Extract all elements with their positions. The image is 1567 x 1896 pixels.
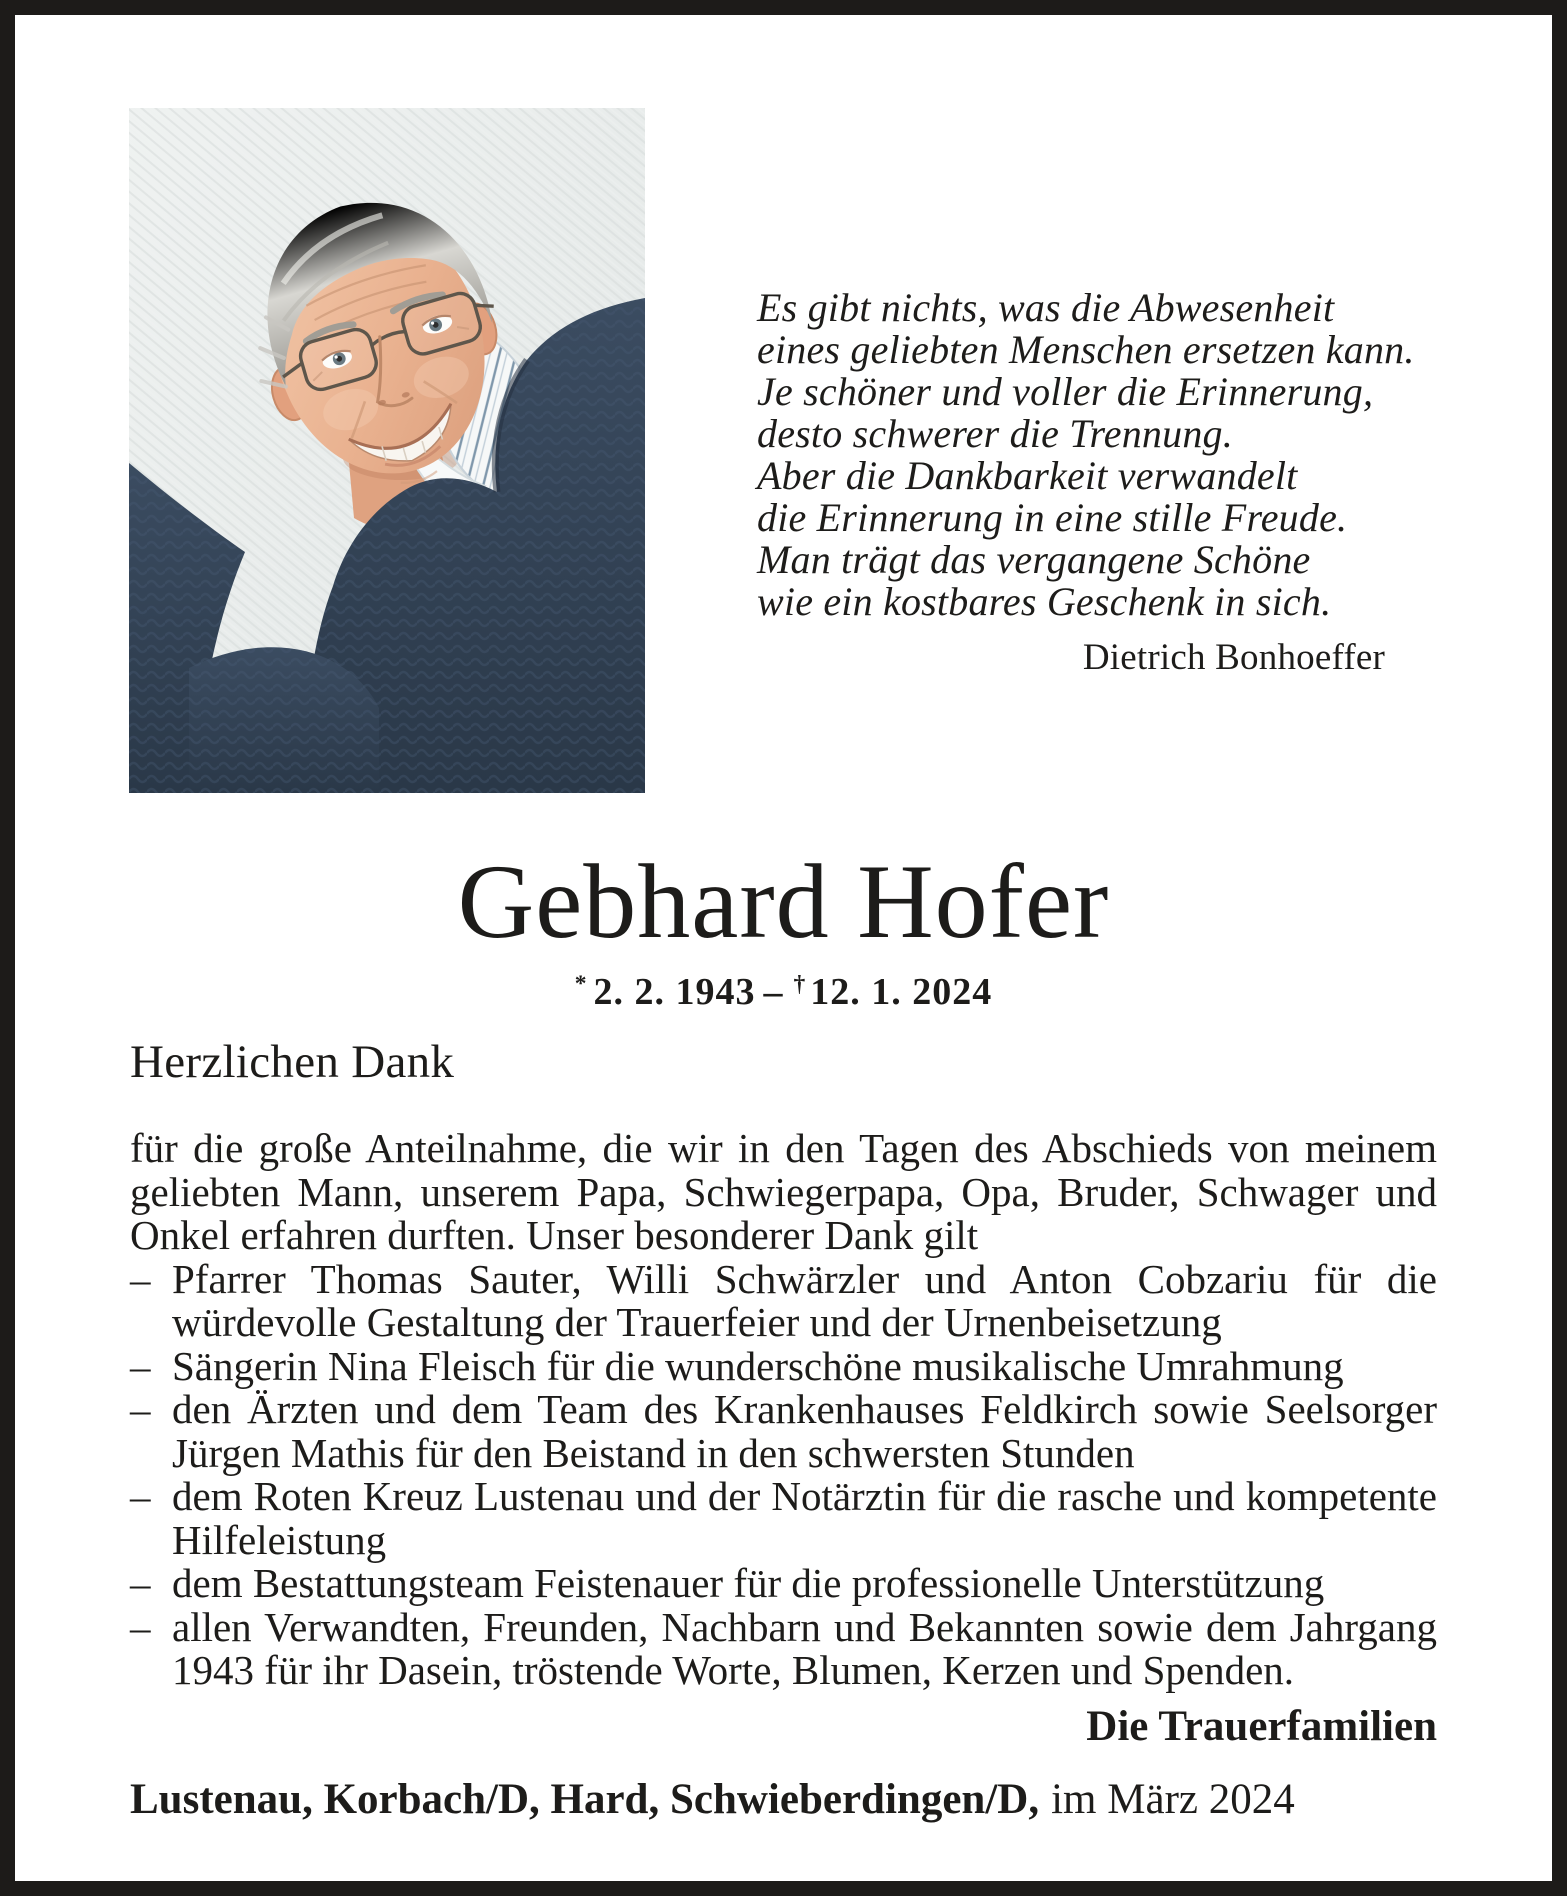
thanks-heading: Herzlichen Dank <box>130 1036 455 1088</box>
deceased-name: Gebhard Hofer <box>457 843 1110 960</box>
footer-places: Lustenau, Korbach/D, Hard, Schwieberdingen/D, <box>130 1776 1040 1823</box>
quote-line: desto schwerer die Trennung. <box>757 411 1233 456</box>
dates-separator: – <box>763 971 784 1013</box>
portrait-illustration <box>129 108 645 793</box>
thanks-item <box>130 1475 1437 1562</box>
bullet-dash: – <box>130 1560 151 1606</box>
life-dates <box>130 972 1437 1014</box>
birth-date: 2. 2. 1943 <box>593 971 756 1013</box>
thanks-item-text: dem Roten Kreuz Lustenau und der Notärztin für die rasche und kompetente Hilfeleistung <box>172 1473 1437 1563</box>
thanks-body <box>130 1127 1437 1693</box>
memorial-quote <box>757 285 1415 679</box>
thanks-item <box>130 1388 1437 1475</box>
thanks-item <box>130 1562 1437 1606</box>
death-cross-symbol: † <box>793 971 807 998</box>
thanks-item-text: allen Verwandten, Freunden, Nachbarn und Bekannten sowie dem Jahrgang 1943 für ihr Dasein, tröstende Worte, Blumen, Kerzen und Spenden. <box>172 1603 1437 1693</box>
thanks-item <box>130 1603 1437 1693</box>
thanks-item <box>130 1342 1437 1389</box>
quote-line: Aber die Dankbarkeit verwandelt <box>757 453 1298 498</box>
thanks-item <box>130 1255 1437 1345</box>
thanks-intro: für die große Anteilnahme, die wir in den Tagen des Abschieds von meinem geliebten Mann, unserem Papa, Schwiegerpapa, Opa, Bruder, Schwager und Onkel erfahren durften. Unser besonderer Dank gilt <box>130 1125 1437 1258</box>
footer-date-note: im März 2024 <box>1051 1776 1295 1823</box>
portrait-photo <box>129 108 645 793</box>
bullet-dash: – <box>130 1342 151 1389</box>
quote-line: wie ein kostbares Geschenk in sich. <box>757 579 1332 624</box>
bullet-dash: – <box>130 1603 151 1650</box>
thanks-item-text: Pfarrer Thomas Sauter, Willi Schwärzler und Anton Cobzariu für die würdevolle Gestaltung der Trauerfeier und der Urnenbeisetzung <box>172 1255 1437 1345</box>
quote-line: die Erinnerung in eine stille Freude. <box>757 495 1348 540</box>
quote-line: Man trägt das vergangene Schöne <box>757 537 1311 582</box>
thanks-item-text: dem Bestattungsteam Feistenauer für die professionelle Unterstützung <box>172 1560 1325 1606</box>
quote-attribution: Dietrich Bonhoeffer <box>1082 637 1385 678</box>
thanks-item-text: Sängerin Nina Fleisch für die wunderschöne musikalische Umrahmung <box>172 1342 1344 1389</box>
death-date: 12. 1. 2024 <box>810 971 993 1013</box>
bullet-dash: – <box>130 1386 151 1432</box>
birth-star-symbol: * <box>574 971 588 998</box>
footer-places-line <box>130 1776 1437 1823</box>
signoff-families: Die Trauerfamilien <box>1086 1703 1437 1750</box>
quote-line: Es gibt nichts, was die Abwesenheit <box>757 285 1335 330</box>
thanks-item-text: den Ärzten und dem Team des Krankenhauses Feldkirch sowie Seelsorger Jürgen Mathis für den Beistand in den schwersten Stunden <box>172 1386 1437 1476</box>
bullet-dash: – <box>130 1255 151 1302</box>
bullet-dash: – <box>130 1473 151 1519</box>
quote-line: eines geliebten Menschen ersetzen kann. <box>757 327 1415 372</box>
thanks-list <box>130 1255 1437 1693</box>
quote-line: Je schöner und voller die Erinnerung, <box>757 369 1374 414</box>
